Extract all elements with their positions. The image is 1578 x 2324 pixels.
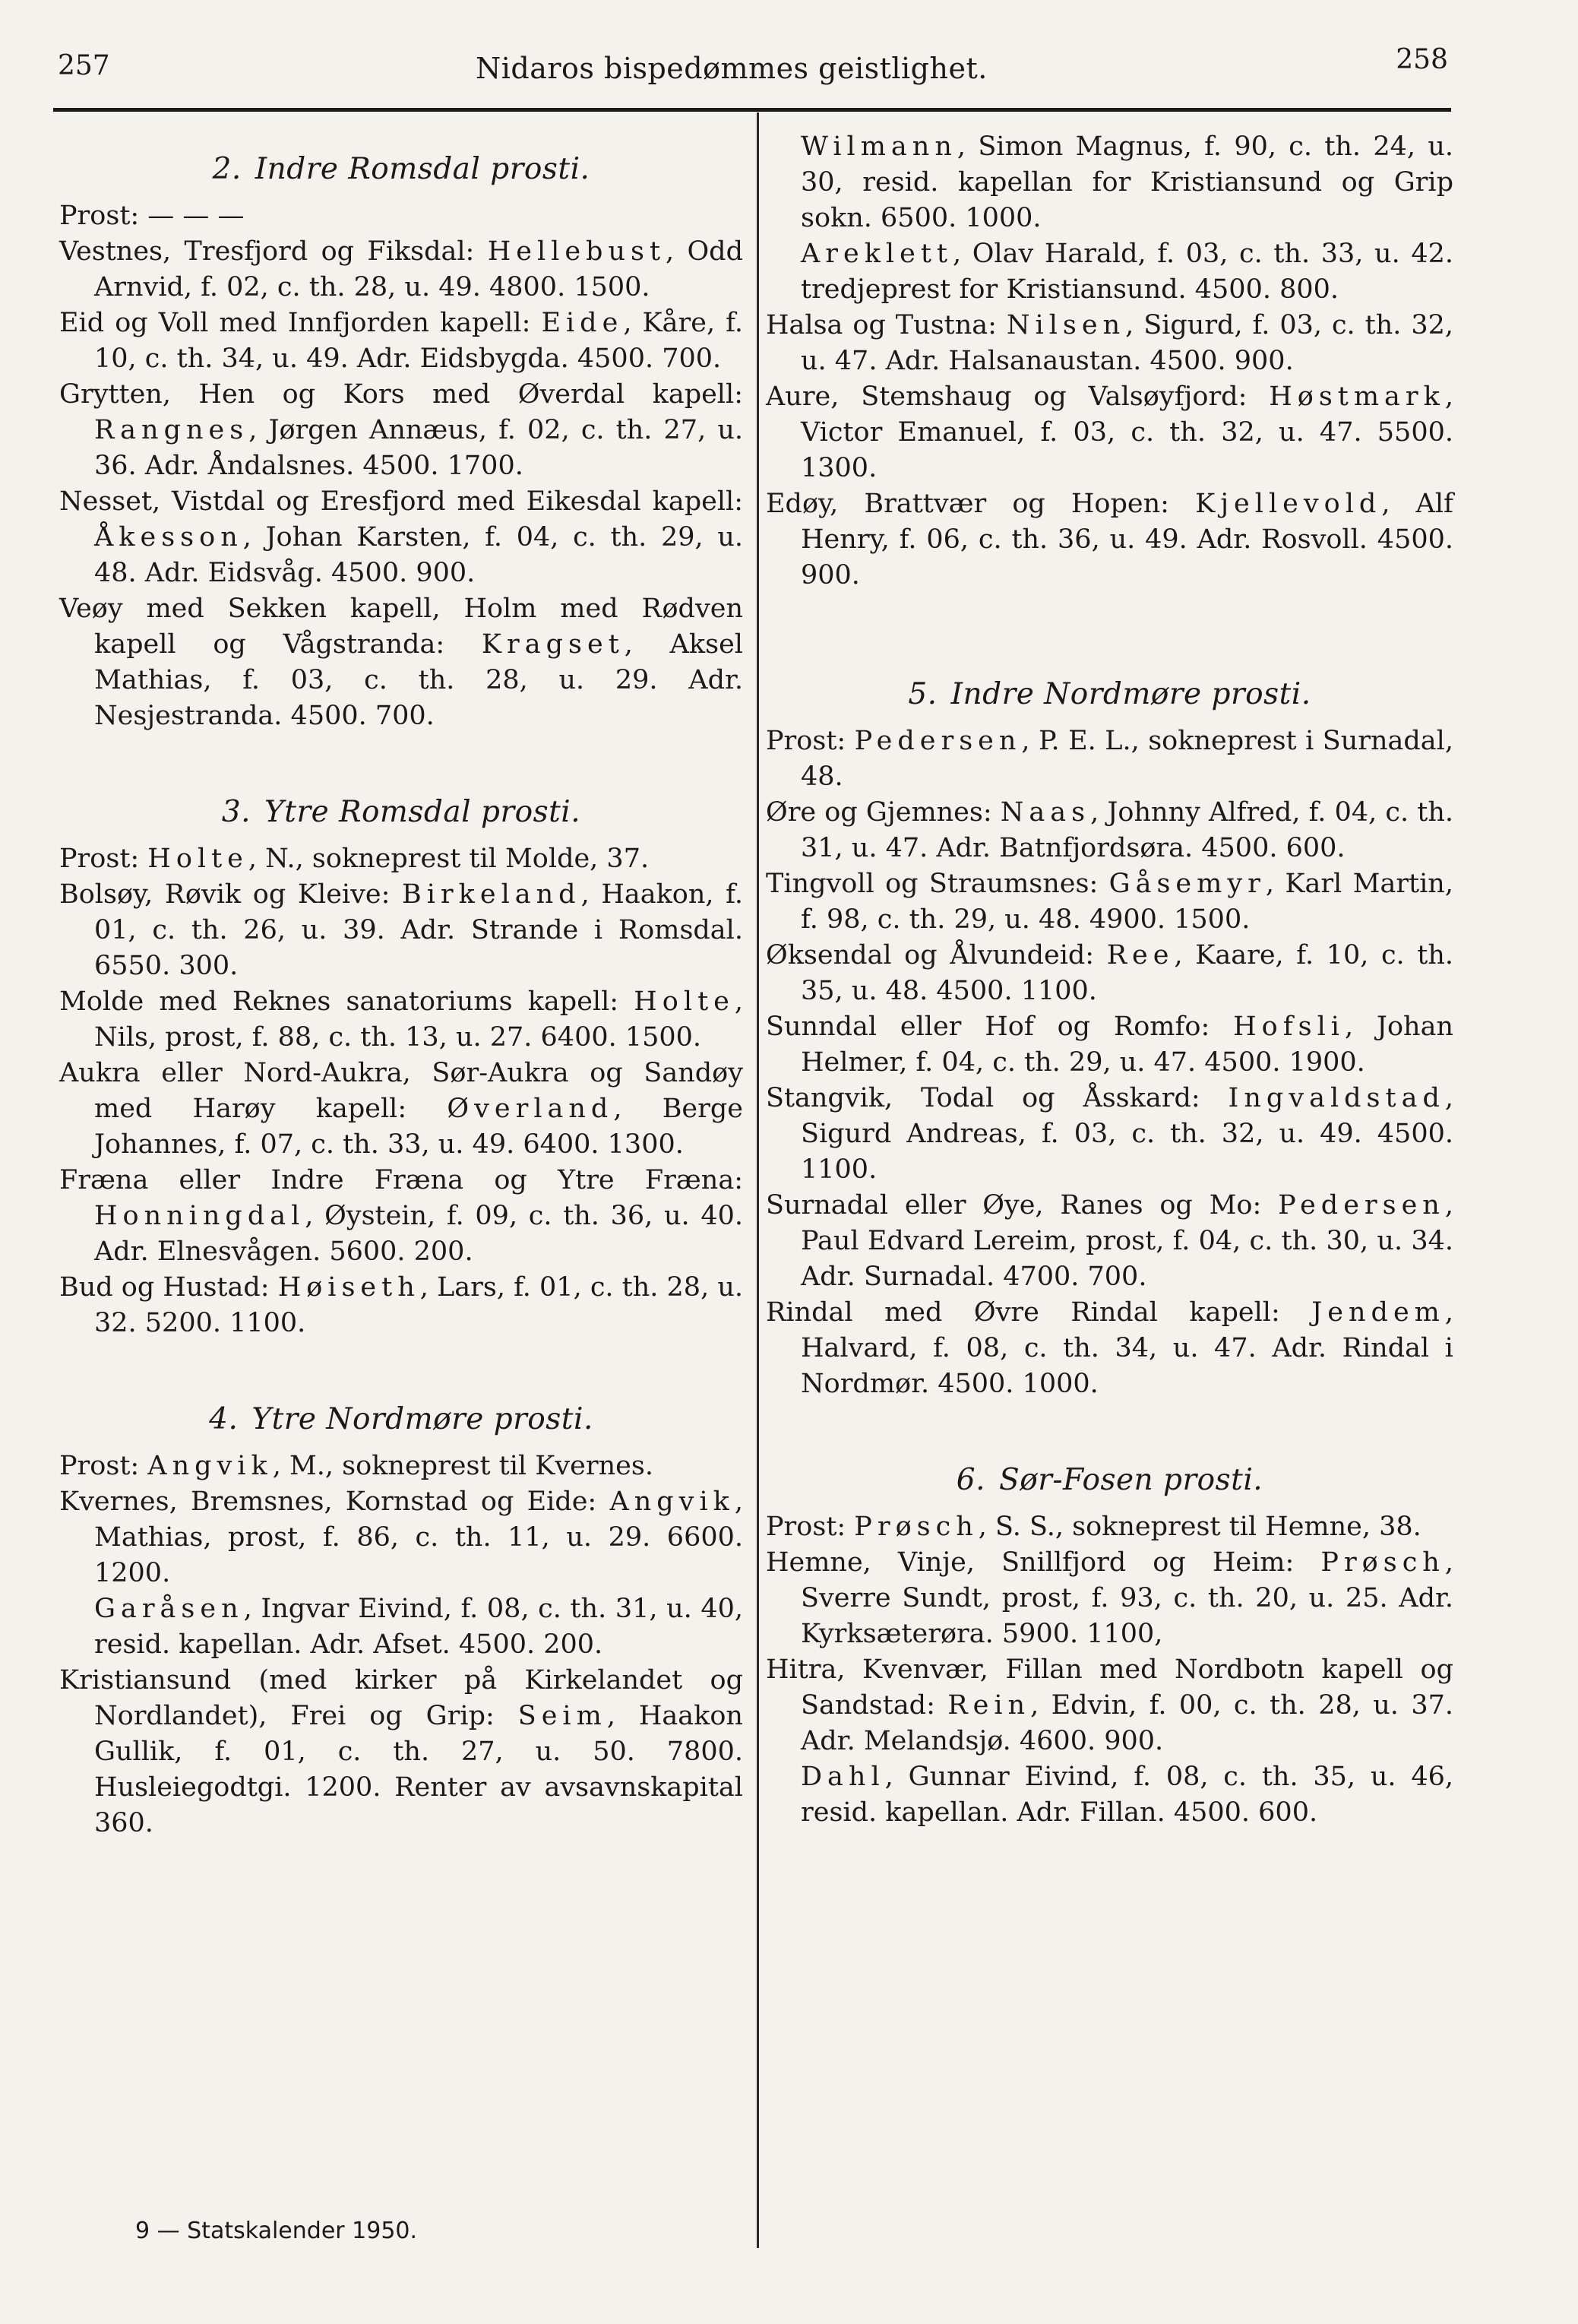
parish-label: Vestnes, Tresfjord og Fiksdal: [59,236,488,267]
parish-label: Hemne, Vinje, Snillfjord og Heim: [766,1547,1321,1578]
clergy-entry [766,866,1453,938]
clergy-name: Angvik [609,1487,735,1517]
clergy-details: , Sverre Sundt, prost, f. 93, c. th. 20, u. 25. Adr. Kyrksæterøra. 5900. 1100, [801,1547,1453,1649]
clergy-name: Prøsch [1320,1547,1445,1578]
clergy-name: Naas [1000,797,1091,828]
clergy-details: , Jørgen Annæus, f. 02, c. th. 27, u. 36. Adr. Åndalsnes. 4500. 1700. [94,415,743,481]
section-heading [766,677,1453,711]
parish-label: Kristiansund (med kirker på Kirkelandet og Nordlandet), Frei og Grip: [59,1665,743,1731]
clergy-details: , Kåre, f. 10, c. th. 34, u. 49. Adr. Eidsbygda. 4500. 700. [94,308,743,374]
clergy-entry [59,234,743,306]
prost-line: Prost: — — — [59,201,245,231]
parish-label: Molde med Reknes sanatoriums kapell: [59,986,634,1017]
parish-label: Kvernes, Bremsnes, Kornstad og Eide: [59,1487,610,1517]
clergy-entry [766,1759,1453,1831]
parish-label: Hitra, Kvenvær, Fillan med Nordbotn kapell og Sandstad: [766,1654,1453,1721]
prost-detail: , S. S., sokneprest til Hemne, 38. [978,1512,1421,1542]
clergy-entry [59,984,743,1056]
clergy-name: Ingvaldstad [1228,1083,1445,1113]
parish-label: Bolsøy, Røvik og Kleive: [59,879,403,910]
parish-label: Halsa og Tustna: [766,310,1007,340]
clergy-details: , Karl Martin, f. 98, c. th. 29, u. 48. 4900. 1500. [801,869,1453,935]
section-gap [59,734,743,787]
page-header [58,44,1448,97]
header-rule [53,108,1451,112]
clergy-details: , Odd Arnvid, f. 02, c. th. 28, u. 49. 4800. 1500. [94,236,743,302]
clergy-name: Areklett [801,239,953,269]
clergy-name: Seim [517,1701,607,1731]
page-footer: 9 — Statskalender 1950. [135,2218,418,2244]
section-title: Sør-Fosen prosti. [999,1463,1263,1497]
prost-label: Prost: [766,1512,855,1542]
prost-line [766,1509,1453,1545]
clergy-name: Dahl [801,1762,885,1792]
clergy-details: , Mathias, prost, f. 86, c. th. 11, u. 29. 6600. 1200. [94,1487,743,1588]
section-heading [59,152,743,186]
section-gap [59,1341,743,1395]
clergy-entry [766,1295,1453,1402]
clergy-details: , Aksel Mathias, f. 03, c. th. 28, u. 29. Adr. Nesjestranda. 4500. 700. [94,629,743,731]
clergy-name: Ree [1106,940,1175,970]
clergy-entry [59,1591,743,1663]
prost-name: Pedersen [854,726,1022,756]
clergy-entry [59,1056,743,1163]
clergy-name: Kragset [481,629,625,660]
right-column [766,129,1453,1831]
clergy-entry [766,236,1453,308]
clergy-entry [766,308,1453,379]
clergy-details: , Johan Helmer, f. 04, c. th. 29, u. 47. 4500. 1900. [801,1012,1453,1078]
clergy-name: Åkesson [94,522,243,553]
section-number: 5. [908,677,938,711]
prost-line [59,841,743,877]
clergy-entry [766,1188,1453,1295]
clergy-name: Kjellevold [1195,489,1382,519]
clergy-details: , Lars, f. 01, c. th. 28, u. 32. 5200. 1100. [94,1272,743,1338]
prost-label: Prost: [766,726,855,756]
clergy-name: Høiseth [277,1272,420,1303]
prost-name: Angvik [147,1451,273,1481]
section-title: Ytre Nordmøre prosti. [251,1402,593,1436]
clergy-entry [59,1484,743,1591]
section-heading [59,1402,743,1436]
prost-line [59,1449,743,1484]
parish-label: Surnadal eller Øye, Ranes og Mo: [766,1190,1279,1221]
prost-name: Holte [147,844,248,874]
section-number: 6. [956,1463,986,1497]
clergy-name: Honningdal [94,1201,305,1231]
clergy-entry [59,377,743,484]
prost-line [766,723,1453,795]
section-gap [766,594,1453,670]
clergy-entry [59,1270,743,1341]
clergy-entry [766,379,1453,486]
clergy-name: Eide [541,308,624,338]
clergy-entry [59,877,743,984]
parish-label: Nesset, Vistdal og Eresfjord med Eikesdal kapell: [59,486,743,517]
clergy-details: , Kaare, f. 10, c. th. 35, u. 48. 4500. 1100. [801,940,1454,1006]
section-title: Ytre Romsdal prosti. [264,795,581,829]
prost-label: Prost: [59,1451,148,1481]
parish-label: Bud og Hustad: [59,1272,278,1303]
clergy-entry [59,1663,743,1841]
prost-detail: , M., sokneprest til Kvernes. [272,1451,653,1481]
clergy-entry [766,1545,1453,1652]
prost-detail: , P. E. L., sokneprest i Surnadal, 48. [801,726,1453,792]
clergy-details: , Haakon, f. 01, c. th. 26, u. 39. Adr. Strande i Romsdal. 6550. 300. [94,879,743,981]
clergy-details: , Alf Henry, f. 06, c. th. 36, u. 49. Adr. Rosvoll. 4500. 900. [801,489,1453,590]
clergy-details: , Victor Emanuel, f. 03, c. th. 32, u. 47. 5500. 1300. [801,382,1453,483]
parish-label: Aukra eller Nord-Aukra, Sør-Aukra og Sandøy med Harøy kapell: [59,1058,743,1124]
clergy-details: , Edvin, f. 00, c. th. 28, u. 37. Adr. Melandsjø. 4600. 900. [801,1690,1453,1756]
clergy-name: Birkeland [402,879,581,910]
clergy-entry [766,486,1453,594]
parish-label: Rindal med Øvre Rindal kapell: [766,1297,1312,1328]
prost-name: Prøsch [854,1512,979,1542]
parish-label: Tingvoll og Straumsnes: [766,869,1109,899]
parish-label: Øksendal og Ålvundeid: [766,940,1107,970]
left-column [59,129,743,1841]
parish-label: Veøy med Sekken kapell, Holm med Rødven kapell og Vågstranda: [59,594,743,660]
clergy-details: , Olav Harald, f. 03, c. th. 33, u. 42. tredjeprest for Kristiansund. 4500. 800. [801,239,1453,305]
clergy-name: Rein [947,1690,1031,1721]
clergy-entry [766,795,1453,866]
section-number: 2. [212,152,242,186]
clergy-details: , Haakon Gullik, f. 01, c. th. 27, u. 50. 7800. Husleiegodtgi. 1200. Renter av avsavnskapital 360. [94,1701,743,1838]
parish-label: Øre og Gjemnes: [766,797,1001,828]
clergy-entry [59,1163,743,1270]
section-heading [59,795,743,829]
prost-label: Prost: [59,844,148,874]
clergy-name: Holte [634,986,735,1017]
section-gap [766,1402,1453,1455]
clergy-details: , Simon Magnus, f. 90, c. th. 24, u. 30, resid. kapellan for Kristiansund og Grip sokn. 6500. 1000. [801,131,1453,233]
clergy-name: Wilmann [801,131,957,162]
clergy-name: Øverland [447,1094,614,1124]
clergy-name: Rangnes [94,415,249,445]
clergy-name: Hofsli [1233,1012,1345,1042]
prost-detail: , N., sokneprest til Molde, 37. [248,844,650,874]
column-divider [757,112,759,2248]
parish-label: Eid og Voll med Innfjorden kapell: [59,308,542,338]
clergy-entry [766,129,1453,236]
clergy-details: , Paul Edvard Lereim, prost, f. 04, c. th. 30, u. 34. Adr. Surnadal. 4700. 700. [801,1190,1453,1292]
right-page-number: 258 [1396,44,1448,75]
left-page-number: 257 [58,50,110,81]
running-title: Nidaros bispedømmes geistlighet. [476,52,988,85]
parish-label: Sunndal eller Hof og Romfo: [766,1012,1234,1042]
clergy-name: Hellebust [487,236,666,267]
clergy-name: Høstmark [1269,382,1445,412]
parish-label: Fræna eller Indre Fræna og Ytre Fræna: [59,1165,743,1195]
clergy-details: , Berge Johannes, f. 07, c. th. 33, u. 49. 6400. 1300. [94,1094,743,1160]
clergy-details: , Johnny Alfred, f. 04, c. th. 31, u. 47. Adr. Batnfjordsøra. 4500. 600. [801,797,1454,863]
section-heading [766,1463,1453,1497]
clergy-details: , Sigurd, f. 03, c. th. 32, u. 47. Adr. Halsanaustan. 4500. 900. [801,310,1453,376]
section-number: 4. [209,1402,239,1436]
clergy-entry [766,1009,1453,1081]
parish-label: Aure, Stemshaug og Valsøyfjord: [766,382,1270,412]
section-title: Indre Romsdal prosti. [255,152,590,186]
clergy-details: , Ingvar Eivind, f. 08, c. th. 31, u. 40, resid. kapellan. Adr. Afset. 4500. 200. [94,1594,743,1660]
clergy-entry [59,591,743,734]
clergy-details: , Sigurd Andreas, f. 03, c. th. 32, u. 49. 4500. 1100. [801,1083,1453,1185]
clergy-details: , Halvard, f. 08, c. th. 34, u. 47. Adr. Rindal i Nordmør. 4500. 1000. [801,1297,1453,1399]
clergy-entry [766,938,1453,1009]
clergy-entry [766,1652,1453,1759]
clergy-name: Nilsen [1006,310,1126,340]
section-title: Indre Nordmøre prosti. [950,677,1311,711]
parish-label: Edøy, Brattvær og Hopen: [766,489,1196,519]
section-number: 3. [221,795,251,829]
parish-label: Grytten, Hen og Kors med Øverdal kapell: [59,379,743,410]
clergy-entry [59,306,743,377]
parish-label: Stangvik, Todal og Åsskard: [766,1083,1229,1113]
clergy-details: , Øystein, f. 09, c. th. 36, u. 40. Adr. Elnesvågen. 5600. 200. [94,1201,743,1267]
clergy-name: Jendem [1311,1297,1445,1328]
clergy-details: , Johan Karsten, f. 04, c. th. 29, u. 48. Adr. Eidsvåg. 4500. 900. [94,522,743,588]
clergy-name: Gåsemyr [1108,869,1266,899]
clergy-details: , Nils, prost, f. 88, c. th. 13, u. 27. 6400. 1500. [94,986,743,1053]
clergy-name: Pedersen [1278,1190,1445,1221]
clergy-entry [766,1081,1453,1188]
clergy-entry [59,484,743,591]
clergy-name: Garåsen [94,1594,244,1624]
clergy-details: , Gunnar Eivind, f. 08, c. th. 35, u. 46, resid. kapellan. Adr. Fillan. 4500. 600. [801,1762,1453,1828]
